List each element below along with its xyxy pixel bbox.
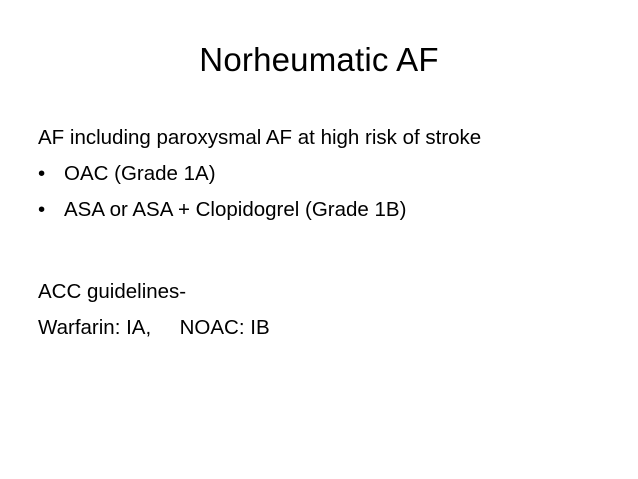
acc-heading: ACC guidelines- <box>38 280 187 303</box>
spacer <box>38 228 608 274</box>
bullet-item <box>38 156 608 192</box>
bullet-marker: • <box>38 162 46 185</box>
bullet-text: ASA or ASA + Clopidogrel (Grade 1B) <box>64 198 407 221</box>
bullet-item <box>38 192 608 228</box>
intro-line: AF including paroxysmal AF at high risk of stroke <box>38 126 482 149</box>
slide-body <box>38 120 608 346</box>
acc-recommendations: Warfarin: IA, NOAC: IB <box>38 316 270 339</box>
slide-title: Norheumatic AF <box>199 41 439 78</box>
bullet-marker: • <box>38 198 46 221</box>
bullet-text: OAC (Grade 1A) <box>64 162 216 185</box>
